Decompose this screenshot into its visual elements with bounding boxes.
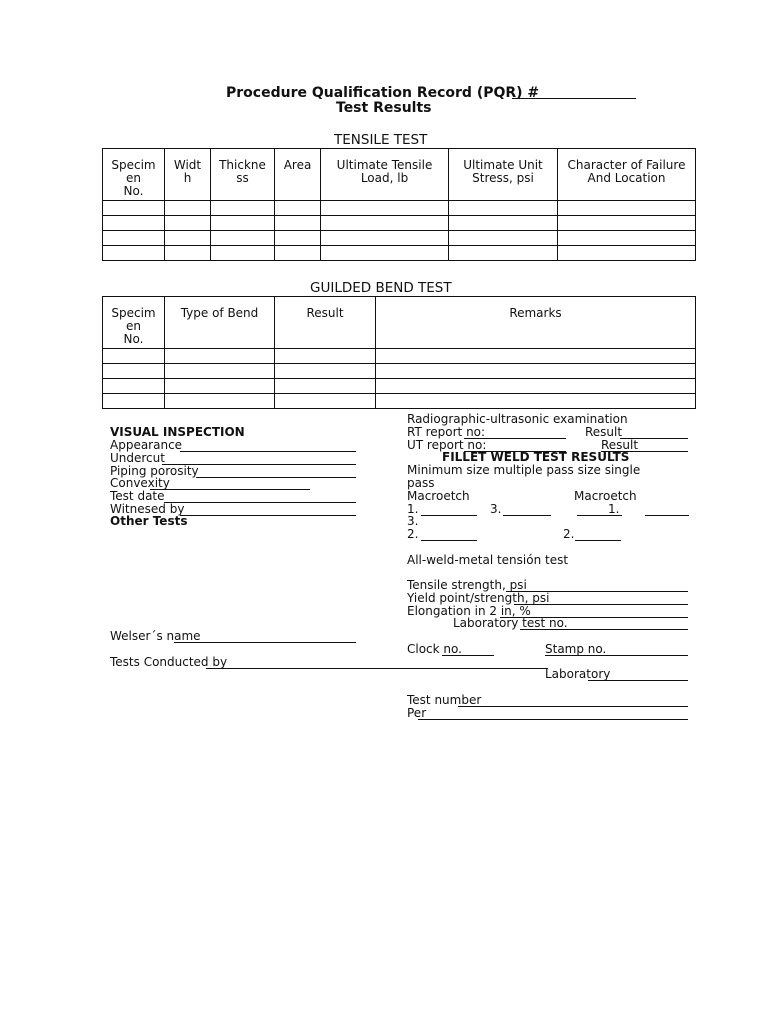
tensile-entry-cell[interactable]: [321, 246, 449, 261]
bend-entry-cell[interactable]: [103, 394, 165, 409]
tensile-entry-cell[interactable]: [558, 201, 696, 216]
tensile-col-header: [165, 149, 211, 201]
bend-entry-cell[interactable]: [165, 349, 275, 364]
macro-right-item-2-line: [575, 540, 621, 541]
radiographic-heading: Radiographic-ultrasonic examination: [407, 412, 628, 426]
tensile-header-row: [103, 149, 696, 201]
visual-field-label: Appearance: [110, 438, 183, 452]
visual-field-line[interactable]: [180, 515, 356, 516]
bend-entry-cell[interactable]: [103, 379, 165, 394]
bend-entry-row: [103, 379, 696, 394]
tensile-entry-cell[interactable]: [558, 216, 696, 231]
test-number-label: Test number: [407, 693, 482, 707]
bend-entry-cell[interactable]: [376, 394, 696, 409]
bend-entry-cell[interactable]: [275, 364, 376, 379]
macro-right-extra-line: [645, 515, 689, 516]
document-title: Procedure Qualification Record (PQR) #: [226, 85, 540, 101]
tensile-entry-cell[interactable]: [165, 201, 211, 216]
macro-right-item-1: 1.: [608, 502, 620, 516]
tensile-entry-cell[interactable]: [165, 246, 211, 261]
tensile-col-header-line: h: [183, 171, 192, 185]
tensile-entry-cell[interactable]: [449, 216, 558, 231]
other-tests-heading: Other Tests: [110, 514, 188, 528]
tensile-entry-cell[interactable]: [211, 246, 275, 261]
tensile-entry-cell[interactable]: [558, 246, 696, 261]
visual-field-line[interactable]: [164, 502, 356, 503]
clock-number-line: [442, 655, 494, 656]
tensile-entry-cell[interactable]: [103, 201, 165, 216]
macro-item-3-line: [503, 515, 551, 516]
macro-item-2-line: [421, 540, 477, 541]
tensile-col-header-line: Area: [283, 158, 312, 172]
visual-field-label: Undercut: [110, 450, 165, 465]
macro-item-3: 3.: [490, 502, 502, 516]
all-weld-heading: All-weld-metal tensión test: [407, 553, 569, 567]
tensile-entry-cell[interactable]: [211, 231, 275, 246]
pqr-number-line: [512, 98, 636, 99]
macro-item-1: 1.: [407, 502, 419, 516]
visual-inspection-heading: VISUAL INSPECTION: [110, 425, 245, 439]
tensile-strength-label: Tensile strength, psi: [407, 578, 527, 592]
fillet-pass-line: pass: [407, 476, 435, 490]
macroetch-right-label: Macroetch: [574, 489, 637, 503]
ut-report-label: UT report no:: [407, 438, 487, 452]
tensile-entry-cell[interactable]: [103, 231, 165, 246]
bend-entry-cell[interactable]: [275, 394, 376, 409]
tensile-col-header-line: Ultimate Tensile: [336, 158, 433, 172]
bend-col-header: [103, 297, 165, 349]
elongation-label: Elongation in 2 in, %: [407, 604, 531, 618]
tensile-col-header-line: en: [126, 171, 141, 185]
tensile-col-header-line: Stress, psi: [472, 171, 534, 185]
bend-col-header: [275, 297, 376, 349]
welder-name-label: Welser´s name: [110, 629, 201, 643]
macro-item-1-line: [421, 515, 477, 516]
bend-entry-cell[interactable]: [165, 364, 275, 379]
bend-col-header: [376, 297, 696, 349]
yield-strength-label: Yield point/strength, psi: [407, 591, 550, 605]
tensile-entry-cell[interactable]: [103, 216, 165, 231]
bend-entry-cell[interactable]: [103, 349, 165, 364]
tensile-entry-cell[interactable]: [558, 231, 696, 246]
per-label: Per: [407, 706, 427, 720]
bend-header-row: [103, 297, 696, 349]
ut-result-label: Result: [601, 438, 639, 452]
tensile-entry-cell[interactable]: [275, 231, 321, 246]
bend-test-heading: GUILDED BEND TEST: [310, 280, 452, 296]
tensile-entry-cell[interactable]: [211, 201, 275, 216]
tensile-col-header-line: Thickne: [219, 158, 266, 172]
tests-conducted-label: Tests Conducted by: [110, 655, 228, 669]
tensile-col-header: [275, 149, 321, 201]
tensile-entry-cell[interactable]: [275, 246, 321, 261]
fillet-size-line: Minimum size multiple pass size single: [407, 463, 641, 477]
tensile-entry-cell[interactable]: [321, 216, 449, 231]
bend-entry-cell[interactable]: [275, 379, 376, 394]
tensile-test-table: [102, 148, 696, 261]
tensile-entry-cell[interactable]: [449, 246, 558, 261]
tensile-entry-cell[interactable]: [275, 216, 321, 231]
tensile-entry-cell[interactable]: [165, 216, 211, 231]
laboratory-line: [588, 680, 688, 681]
tensile-entry-row: [103, 201, 696, 216]
clock-number-label: Clock no.: [407, 642, 462, 656]
tensile-entry-cell[interactable]: [103, 246, 165, 261]
tensile-col-header: [211, 149, 275, 201]
stamp-number-label: Stamp no.: [545, 642, 607, 656]
tensile-col-header-line: Character of Failure: [567, 158, 686, 172]
bend-entry-cell[interactable]: [165, 379, 275, 394]
tensile-entry-cell[interactable]: [321, 201, 449, 216]
tensile-col-header-line: ss: [236, 171, 249, 185]
tensile-entry-row: [103, 231, 696, 246]
tensile-col-header: [449, 149, 558, 201]
tensile-entry-cell[interactable]: [449, 231, 558, 246]
fillet-weld-heading: FILLET WELD TEST RESULTS: [442, 450, 630, 464]
macro-right-item-1-line: [577, 515, 622, 516]
lab-test-line: [520, 629, 688, 630]
yield-strength-line: [514, 604, 688, 605]
document-subtitle: Test Results: [336, 100, 432, 116]
macro-item-2: 2.: [407, 527, 419, 541]
tensile-col-header-line: Ultimate Unit: [463, 158, 543, 172]
bend-entry-cell[interactable]: [103, 364, 165, 379]
macro-item-3b: 3.: [407, 514, 419, 528]
visual-field-label: Test date: [110, 489, 165, 504]
bend-entry-row: [103, 364, 696, 379]
bend-col-header-line: Result: [306, 306, 344, 320]
macroetch-left-label: Macroetch: [407, 489, 470, 503]
tensile-col-header-line: And Location: [587, 171, 666, 185]
lab-test-label: Laboratory test no.: [453, 616, 568, 630]
tensile-entry-cell[interactable]: [275, 201, 321, 216]
bend-col-header-line: Type of Bend: [180, 306, 259, 320]
rt-report-label: RT report no:: [407, 425, 486, 439]
tests-conducted-line: [206, 668, 548, 669]
bend-entry-cell[interactable]: [376, 379, 696, 394]
tensile-entry-cell[interactable]: [321, 231, 449, 246]
tensile-entry-row: [103, 216, 696, 231]
rt-result-label: Result: [585, 425, 623, 439]
macro-right-item-2: 2.: [563, 527, 575, 541]
tensile-col-header-line: Load, lb: [360, 171, 409, 185]
tensile-col-header-line: No.: [123, 184, 144, 198]
visual-field-line[interactable]: [150, 489, 310, 490]
visual-field-label: Piping porosity: [110, 463, 199, 478]
tensile-col-header: [558, 149, 696, 201]
bend-col-header-line: Remarks: [509, 306, 562, 320]
tensile-entry-cell[interactable]: [211, 216, 275, 231]
visual-field-label: Witnesed by: [110, 502, 185, 516]
welder-name-line: [174, 642, 356, 643]
tensile-entry-cell[interactable]: [449, 201, 558, 216]
tensile-col-header-line: Specim: [111, 158, 156, 172]
tensile-col-header-line: Widt: [173, 158, 202, 172]
bend-test-table: [102, 296, 696, 409]
bend-entry-cell[interactable]: [376, 364, 696, 379]
visual-field-label: Convexity: [110, 476, 170, 491]
stamp-number-line: [545, 655, 688, 656]
bend-entry-row: [103, 394, 696, 409]
laboratory-label: Laboratory: [545, 667, 611, 681]
bend-col-header-line: Specim: [111, 306, 156, 320]
visual-field-line[interactable]: [196, 477, 356, 478]
bend-entry-cell[interactable]: [275, 349, 376, 364]
tensile-entry-row: [103, 246, 696, 261]
bend-entry-cell[interactable]: [376, 349, 696, 364]
visual-field-line[interactable]: [180, 451, 356, 452]
tensile-col-header: [103, 149, 165, 201]
tensile-entry-cell[interactable]: [165, 231, 211, 246]
bend-col-header: [165, 297, 275, 349]
bend-entry-cell[interactable]: [165, 394, 275, 409]
bend-entry-row: [103, 349, 696, 364]
per-line: [418, 719, 688, 720]
tensile-test-heading: TENSILE TEST: [334, 132, 428, 148]
tensile-col-header: [321, 149, 449, 201]
test-number-line: [458, 706, 688, 707]
bend-col-header-line: en: [126, 319, 141, 333]
bend-col-header-line: No.: [123, 332, 144, 346]
